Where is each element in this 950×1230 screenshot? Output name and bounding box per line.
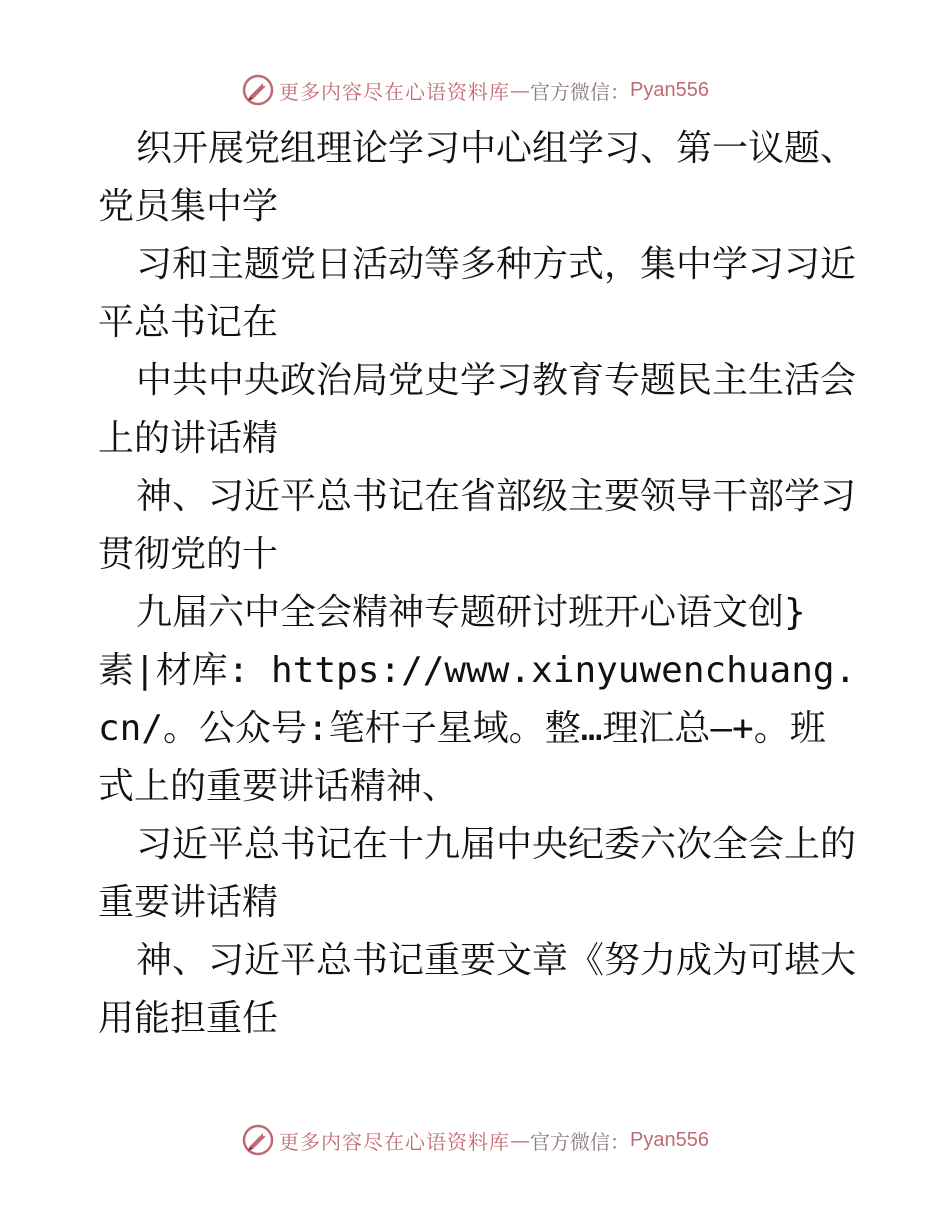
paragraph: 中共中央政治局党史学习教育专题民主生活会上的讲话精 — [98, 360, 857, 459]
watermark-separator: — — [510, 78, 531, 102]
watermark-text: 更多内容尽在心语资料库 — [279, 79, 511, 104]
document-body — [98, 120, 858, 1048]
watermark-contact-id: Pyan556 — [630, 78, 709, 101]
pen-logo-icon — [241, 73, 275, 107]
paragraph: 神、习近平总书记重要文章《努力成为可堪大用能担重任 — [98, 940, 857, 1039]
watermark-contact-label: 官方微信： — [530, 1129, 631, 1154]
paragraph: 习近平总书记在十九届中央纪委六次全会上的重要讲话精 — [98, 824, 857, 923]
watermark-contact-label: 官方微信： — [530, 79, 631, 104]
paragraph: 九届六中全会精神专题研讨班开心语文创}素|材库: https://www.xinyuwenchuang.cn/。公众号:笔杆子星域。整…理汇总—+。班式上的重要讲话精神、 — [98, 592, 857, 807]
footer-watermark — [0, 1120, 950, 1160]
paragraph: 习和主题党日活动等多种方式，集中学习习近平总书记在 — [98, 244, 857, 343]
paragraph: 织开展党组理论学习中心组学习、第一议题、党员集中学 — [98, 128, 857, 227]
watermark-separator: — — [510, 1128, 531, 1152]
watermark-text: 更多内容尽在心语资料库 — [279, 1129, 511, 1154]
header-watermark — [0, 70, 950, 110]
pen-logo-icon — [241, 1123, 275, 1157]
watermark-contact-id: Pyan556 — [630, 1128, 709, 1151]
paragraph: 神、习近平总书记在省部级主要领导干部学习贯彻党的十 — [98, 476, 857, 575]
